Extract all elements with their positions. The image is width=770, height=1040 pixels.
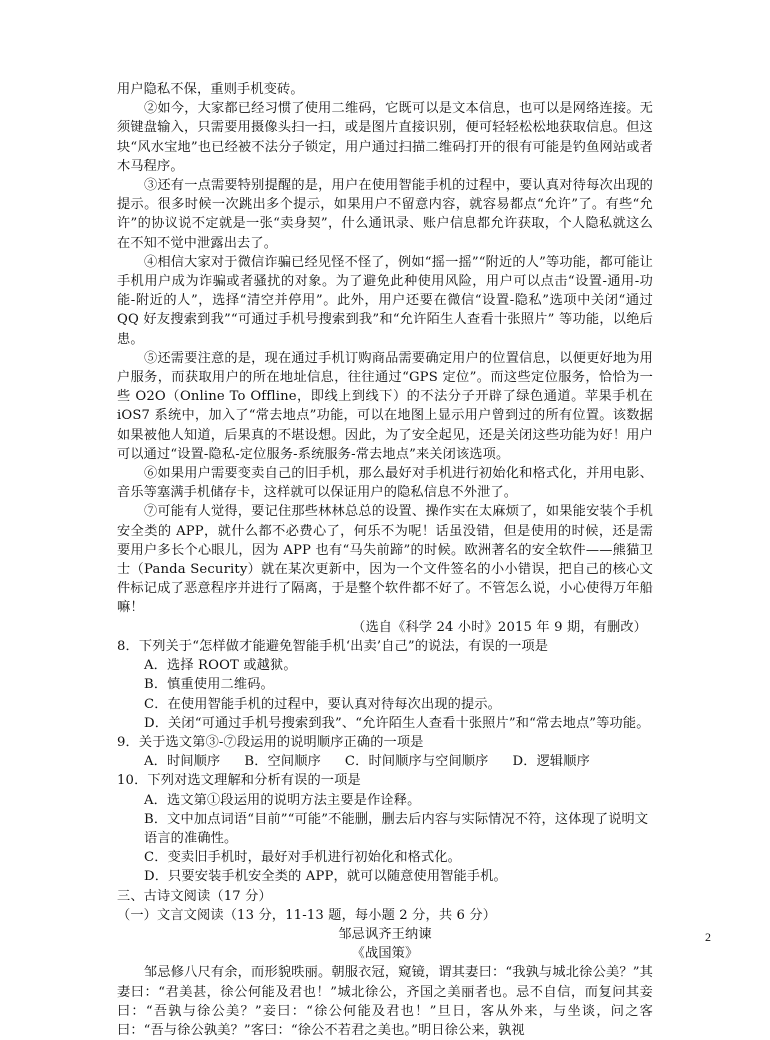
question-8-option-b: B．慎重使用二维码。 (144, 677, 274, 693)
question-9-option-b: B．空间顺序 (244, 754, 321, 770)
question-9-stem: 9．关于选文第③-⑦段运用的说明顺序正确的一项是 (117, 734, 424, 750)
document-body (117, 80, 653, 1040)
question-9-option-d: D．逻辑顺序 (512, 754, 590, 770)
section-three-heading: 三、古诗文阅读（17 分） (117, 888, 272, 904)
question-10-option-b: B．文中加点词语“目前”“可能”不能删，删去后内容与实际情况不符，这体现了说明文语言的准确性。 (144, 811, 649, 846)
paragraph-4: ④相信大家对于微信诈骗已经见怪不怪了，例如“摇一摇”“附近的人”等功能，都可能让手机用户成为诈骗或者骚扰的对象。为了避免此种使用风险，用户可以点击“设置-通用-功能-附近的人”，选择“清空并停用”。此外，用户还要在微信“设置-隐私”选项中关闭“通过 QQ 好友搜索到我”“可通过手机号搜索到我”和“允许陌生人查看十张照片” 等功能，以绝后患。 (117, 254, 653, 347)
paragraph-2: ②如今，大家都已经习惯了使用二维码，它既可以是文本信息，也可以是网络连接。无须键盘输入，只需要用摄像头扫一扫，或是图片直接识别，便可轻轻松松地获取信息。但这块“风水宝地”也已经被不法分子锁定，用户通过扫描二维码打开的很有可能是钓鱼网站或者木马程序。 (117, 101, 653, 174)
question-8-stem: 8．下列关于“怎样做才能避免智能手机‘出卖’自己”的说法，有误的一项是 (117, 638, 549, 654)
page-number: 2 (705, 930, 711, 944)
question-8-option-a: A．选择 ROOT 或越狱。 (144, 658, 297, 674)
question-8-option-d: D．关闭“可通过手机号搜索到我”、“允许陌生人查看十张照片”和“常去地点”等功能。 (144, 715, 650, 731)
paragraph-3: ③还有一点需要特别提醒的是，用户在使用智能手机的过程中，要认真对待每次出现的提示。很多时候一次跳出多个提示，如果用户不留意内容，就容易都点“允许”了。有些“允许”的协议说不定就是一张“卖身契”，什么通讯录、账户信息都允许获取，个人隐私就这么在不知不觉中泄露出去了。 (117, 178, 653, 251)
paragraph-1-tail: 用户隐私不保，重则手机变砖。 (117, 82, 304, 97)
question-9-option-a: A．时间顺序 (144, 754, 221, 770)
question-9-option-c: C．时间顺序与空间顺序 (344, 754, 489, 770)
question-10-option-c: C．变卖旧手机时，最好对手机进行初始化和格式化。 (144, 850, 462, 866)
paragraph-5: ⑤还需要注意的是，现在通过手机订购商品需要确定用户的位置信息，以便更好地为用户服务，而获取用户的所在地址信息，往往通过“GPS 定位”。而这些定位服务，恰恰为一些 O2O（Online To Offline，即线上到线下）的不法分子开辟了绿色通道。苹果手机在 iOS7 系统中，加入了“常去地点”功能，可以在地图上显示用户曾到过的所有位置。该数据如果被他人知道，后果真的不堪设想。因此，为了安全起见，还是关闭这些功能为好！用户可以通过“设置-隐私-定位服务-系统服务-常去地点”来关闭该选项。 (117, 350, 653, 462)
classical-source: 《战国策》 (351, 946, 419, 962)
paragraph-6: ⑥如果用户需要变卖自己的旧手机，那么最好对手机进行初始化和格式化，并用电影、音乐等塞满手机储存卡，这样就可以保证用户的隐私信息不外泄了。 (117, 466, 653, 501)
question-10-option-d: D．只要安装手机安全类的 APP，就可以随意使用智能手机。 (144, 869, 507, 885)
classical-text: 邹忌修八尺有余，而形貌昳丽。朝服衣冠，窥镜，谓其妻曰：“我孰与城北徐公美？”其妻曰：“君美甚，徐公何能及君也！”城北徐公，齐国之美丽者也。忌不自信，而复问其妾曰：“吾孰与徐公美？”妾曰：“徐公何能及君也！”旦日，客从外来，与坐谈，问之客曰：“吾与徐公孰美？”客曰：“徐公不若君之美也。”明日徐公来，孰视 (117, 965, 653, 1038)
question-8-option-c: C．在使用智能手机的过程中，要认真对待每次出现的提示。 (144, 696, 502, 712)
classical-title: 邹忌讽齐王纳谏 (338, 926, 432, 942)
question-10-option-a: A．选文第①段运用的说明方法主要是作诠释。 (144, 792, 421, 808)
subsection-one-heading: （一）文言文阅读（13 分，11-13 题，每小题 2 分，共 6 分） (117, 907, 497, 923)
paragraph-7: ⑦可能有人觉得，要记住那些林林总总的设置、操作实在太麻烦了，如果能安装个手机安全类的 APP，就什么都不必费心了，何乐不为呢！话虽没错，但是使用的时候，还是需要用户多长个心眼儿，因为 APP 也有“马失前蹄”的时候。欧洲著名的安全软件——熊猫卫士（Panda Security）就在某次更新中，因为一个文件签名的小小错误，把自己的核心文件标记成了恶意程序并进行了隔离，于是整个软件都不好了。不管怎么说，小心使得万年船嘛！ (117, 504, 653, 616)
source-note: （选自《科学 24 小时》2015 年 9 期，有删改） (352, 619, 647, 635)
question-10-stem: 10．下列对选文理解和分析有误的一项是 (117, 773, 361, 789)
question-9-options (144, 752, 653, 771)
